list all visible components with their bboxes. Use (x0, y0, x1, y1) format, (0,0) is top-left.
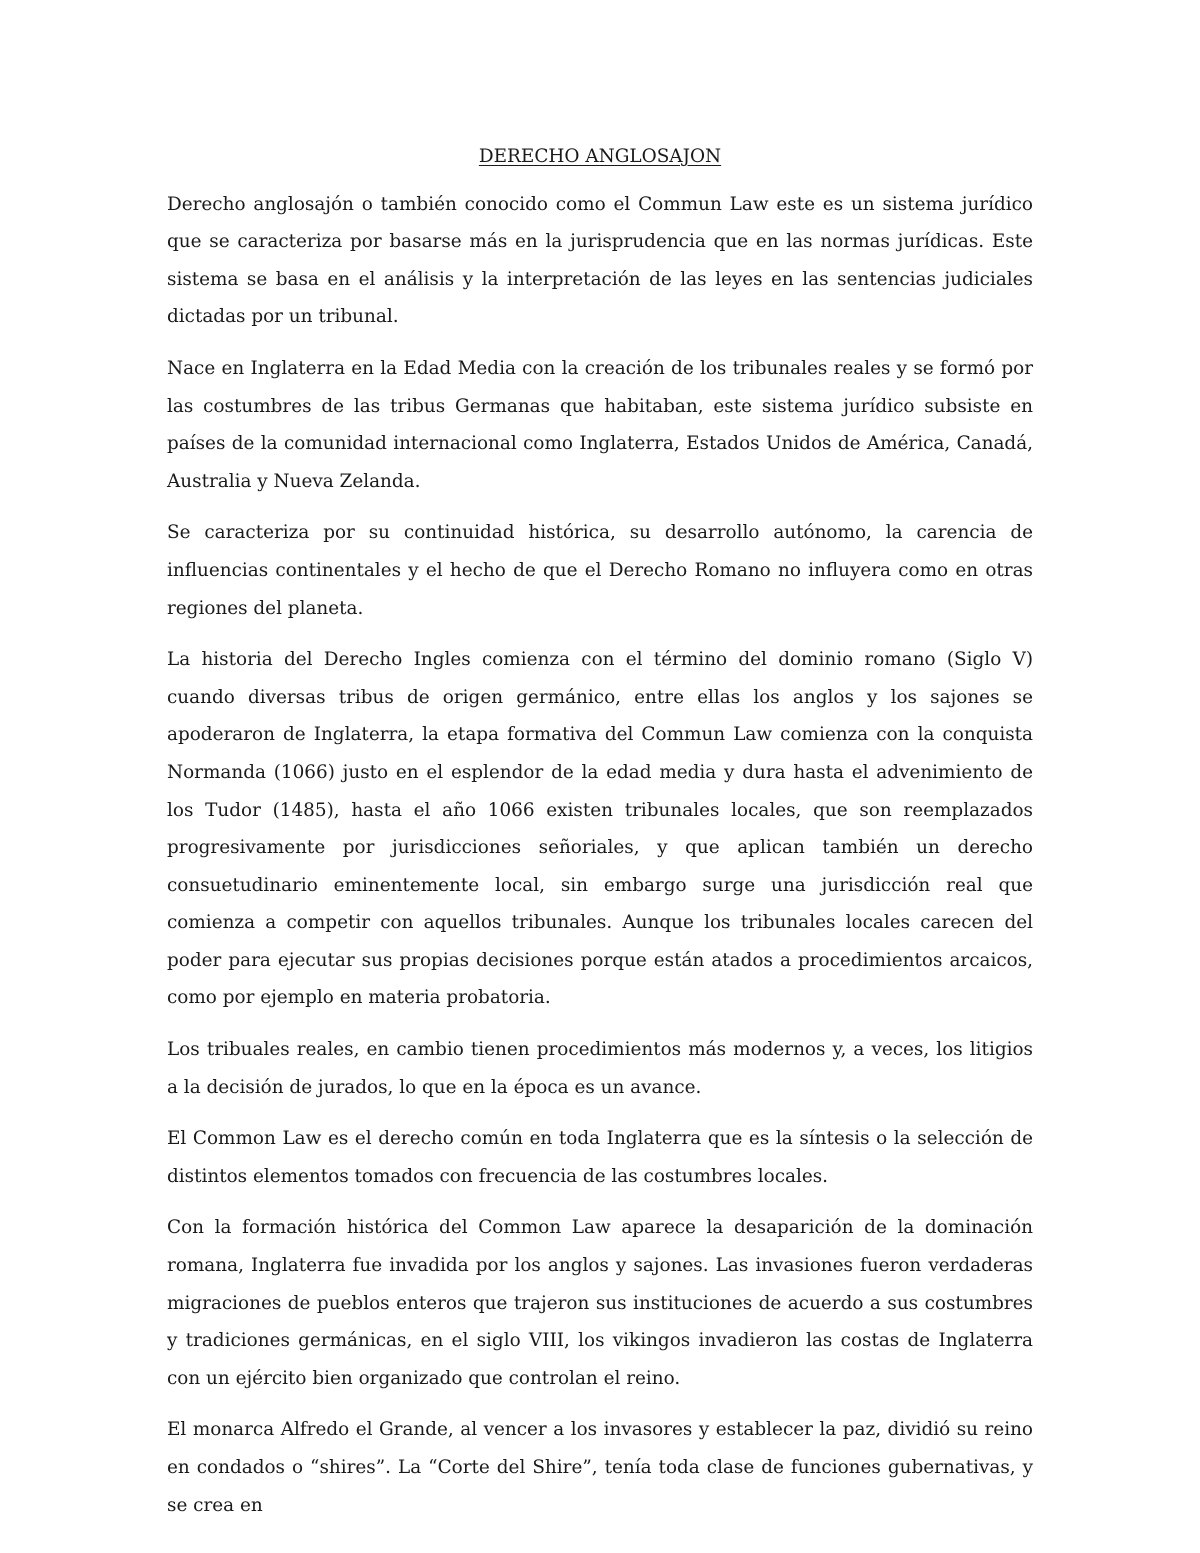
paragraph-7: Con la formación histórica del Common Law aparece la desaparición de la dominación romana, Inglaterra fue invadida por los anglos y sajones. Las invasiones fueron verdaderas migraciones de pueblos enteros que trajeron sus instituciones de acuerdo a sus costumbres y tradiciones germánicas, en el siglo VIII, los vikingos invadieron las costas de Inglaterra con un ejército bien organizado que controlan el reino. (167, 1217, 1033, 1389)
paragraph-5: Los tribuales reales, en cambio tienen procedimientos más modernos y, a veces, los litigios a la decisión de jurados, lo que en la época es un avance. (167, 1039, 1033, 1098)
paragraph-4: La historia del Derecho Ingles comienza con el término del dominio romano (Siglo V) cuando diversas tribus de origen germánico, entre ellas los anglos y los sajones se apoderaron de Inglaterra, la etapa formativa del Commun Law comienza con la conquista Normanda (1066) justo en el esplendor de la edad media y dura hasta el advenimiento de los Tudor (1485), hasta el año 1066 existen tribunales locales, que son reemplazados progresivamente por jurisdicciones señoriales, y que aplican también un derecho consuetudinario eminentemente local, sin embargo surge una jurisdicción real que comienza a competir con aquellos tribunales. Aunque los tribunales locales carecen del poder para ejecutar sus propias decisiones porque están atados a procedimientos arcaicos, como por ejemplo en materia probatoria. (167, 649, 1033, 1009)
paragraph-2: Nace en Inglaterra en la Edad Media con la creación de los tribunales reales y se formó por las costumbres de las tribus Germanas que habitaban, este sistema jurídico subsiste en países de la comunidad internacional como Inglaterra, Estados Unidos de América, Canadá, Australia y Nueva Zelanda. (167, 357, 1033, 492)
paragraph-1: Derecho anglosajón o también conocido como el Commun Law este es un sistema jurídico que se caracteriza por basarse más en la jurisprudencia que en las normas jurídicas. Este sistema se basa en el análisis y la interpretación de las leyes en las sentencias judiciales dictadas por un tribunal. (167, 193, 1033, 328)
paragraph-3: Se caracteriza por su continuidad histórica, su desarrollo autónomo, la carencia de influencias continentales y el hecho de que el Derecho Romano no influyera como en otras regiones del planeta. (167, 522, 1033, 619)
document-body (167, 138, 1033, 1524)
document-title: DERECHO ANGLOSAJON (478, 146, 722, 167)
paragraph-6: El Common Law es el derecho común en toda Inglaterra que es la síntesis o la selección de distintos elementos tomados con frecuencia de las costumbres locales. (167, 1128, 1033, 1187)
paragraph-8: El monarca Alfredo el Grande, al vencer a los invasores y establecer la paz, dividió su reino en condados o “shires”. La “Corte del Shire”, tenía toda clase de funciones gubernativas, y se crea en (167, 1419, 1033, 1516)
